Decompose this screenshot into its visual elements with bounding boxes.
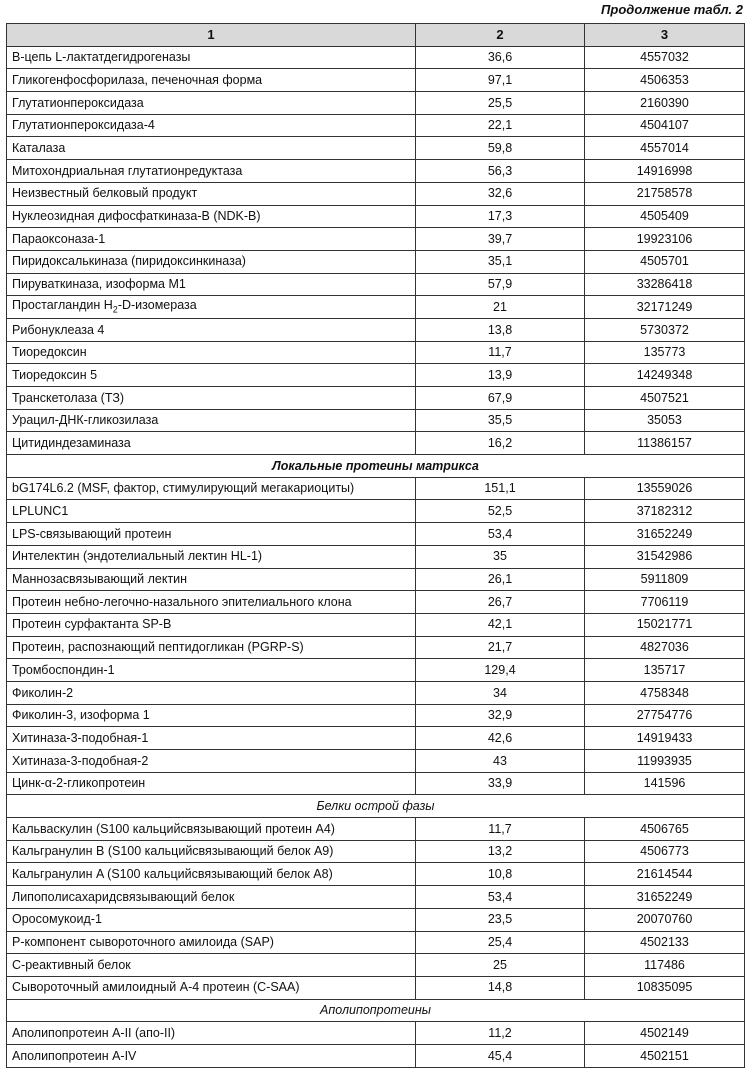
mass-cell: 25,5 xyxy=(416,92,585,115)
protein-name-cell: LPLUNC1 xyxy=(7,500,416,523)
table-row xyxy=(7,1044,745,1067)
id-cell: 4506765 xyxy=(585,818,745,841)
section-row xyxy=(7,455,745,478)
id-cell: 31652249 xyxy=(585,523,745,546)
protein-name-cell: bG174L6.2 (MSF, фактор, стимулирующий мегакариоциты) xyxy=(7,477,416,500)
table-row xyxy=(7,182,745,205)
mass-cell: 57,9 xyxy=(416,273,585,296)
table-row xyxy=(7,477,745,500)
table-row xyxy=(7,613,745,636)
mass-cell: 21,7 xyxy=(416,636,585,659)
table-row xyxy=(7,296,745,319)
id-cell: 4505701 xyxy=(585,250,745,273)
id-cell: 4505409 xyxy=(585,205,745,228)
protein-name-cell: Нуклеозидная дифосфаткиназа-B (NDK-B) xyxy=(7,205,416,228)
table-row xyxy=(7,500,745,523)
protein-name-cell: Оросомукоид-1 xyxy=(7,908,416,931)
table-row xyxy=(7,931,745,954)
mass-cell: 14,8 xyxy=(416,976,585,999)
id-cell: 21614544 xyxy=(585,863,745,886)
protein-name-cell: Сывороточный амилоидный A-4 протеин (C-SAA) xyxy=(7,976,416,999)
id-cell: 4502133 xyxy=(585,931,745,954)
mass-cell: 97,1 xyxy=(416,69,585,92)
column-header-3: 3 xyxy=(585,24,745,47)
id-cell: 5730372 xyxy=(585,318,745,341)
id-cell: 14249348 xyxy=(585,364,745,387)
mass-cell: 11,2 xyxy=(416,1022,585,1045)
id-cell: 4506353 xyxy=(585,69,745,92)
id-cell: 11386157 xyxy=(585,432,745,455)
table-row xyxy=(7,568,745,591)
protein-name-cell: Фиколин-2 xyxy=(7,681,416,704)
id-cell: 37182312 xyxy=(585,500,745,523)
id-cell: 135773 xyxy=(585,341,745,364)
table-row xyxy=(7,954,745,977)
table-row xyxy=(7,273,745,296)
mass-cell: 16,2 xyxy=(416,432,585,455)
mass-cell: 17,3 xyxy=(416,205,585,228)
mass-cell: 151,1 xyxy=(416,477,585,500)
protein-name-cell: Пируваткиназа, изоформа M1 xyxy=(7,273,416,296)
table-row xyxy=(7,704,745,727)
protein-name-cell: Кальгранулин A (S100 кальцийсвязывающий белок A8) xyxy=(7,863,416,886)
table-row xyxy=(7,750,745,773)
section-title: Локальные протеины матрикса xyxy=(7,455,745,478)
table-row xyxy=(7,432,745,455)
protein-name-cell: Пиридоксалькиназа (пиридоксинкиназа) xyxy=(7,250,416,273)
protein-name-cell: Каталаза xyxy=(7,137,416,160)
protein-name-cell: Протеин, распознающий пептидогликан (PGRP-S) xyxy=(7,636,416,659)
id-cell: 21758578 xyxy=(585,182,745,205)
id-cell: 4504107 xyxy=(585,114,745,137)
protein-name-cell: P-компонент сывороточного амилоида (SAP) xyxy=(7,931,416,954)
mass-cell: 32,6 xyxy=(416,182,585,205)
id-cell: 31542986 xyxy=(585,545,745,568)
mass-cell: 35,1 xyxy=(416,250,585,273)
mass-cell: 25 xyxy=(416,954,585,977)
mass-cell: 13,2 xyxy=(416,840,585,863)
mass-cell: 22,1 xyxy=(416,114,585,137)
id-cell: 14919433 xyxy=(585,727,745,750)
mass-cell: 10,8 xyxy=(416,863,585,886)
table-row xyxy=(7,409,745,432)
mass-cell: 26,7 xyxy=(416,591,585,614)
protein-name-cell: Хитиназа-3-подобная-1 xyxy=(7,727,416,750)
table-row xyxy=(7,387,745,410)
protein-name-cell: Кальваскулин (S100 кальцийсвязывающий протеин A4) xyxy=(7,818,416,841)
protein-name-cell: Интелектин (эндотелиальный лектин HL-1) xyxy=(7,545,416,568)
mass-cell: 25,4 xyxy=(416,931,585,954)
mass-cell: 32,9 xyxy=(416,704,585,727)
section-row xyxy=(7,795,745,818)
mass-cell: 23,5 xyxy=(416,908,585,931)
protein-name-cell: Фиколин-3, изоформа 1 xyxy=(7,704,416,727)
table-row xyxy=(7,863,745,886)
protein-name-cell: Хитиназа-3-подобная-2 xyxy=(7,750,416,773)
mass-cell: 67,9 xyxy=(416,387,585,410)
mass-cell: 45,4 xyxy=(416,1044,585,1067)
section-row xyxy=(7,999,745,1022)
id-cell: 13559026 xyxy=(585,477,745,500)
header-row xyxy=(7,24,745,47)
id-cell: 5911809 xyxy=(585,568,745,591)
mass-cell: 26,1 xyxy=(416,568,585,591)
mass-cell: 56,3 xyxy=(416,160,585,183)
mass-cell: 53,4 xyxy=(416,523,585,546)
protein-name-cell: Протеин небно-легочно-назального эпителиального клона xyxy=(7,591,416,614)
table-row xyxy=(7,137,745,160)
protein-name-cell: Глутатионпероксидаза xyxy=(7,92,416,115)
table-row xyxy=(7,160,745,183)
mass-cell: 13,8 xyxy=(416,318,585,341)
table-row xyxy=(7,591,745,614)
id-cell: 4827036 xyxy=(585,636,745,659)
column-header-1: 1 xyxy=(7,24,416,47)
table-row xyxy=(7,886,745,909)
id-cell: 117486 xyxy=(585,954,745,977)
id-cell: 141596 xyxy=(585,772,745,795)
mass-cell: 33,9 xyxy=(416,772,585,795)
table-row xyxy=(7,1022,745,1045)
section-title: Белки острой фазы xyxy=(7,795,745,818)
table-row xyxy=(7,318,745,341)
table-row xyxy=(7,250,745,273)
protein-name-cell: Цинк-α-2-гликопротеин xyxy=(7,772,416,795)
protein-name-cell: Аполипопротеин A-IV xyxy=(7,1044,416,1067)
table-row xyxy=(7,636,745,659)
id-cell: 27754776 xyxy=(585,704,745,727)
protein-name-cell: Цитидиндезаминаза xyxy=(7,432,416,455)
table-caption: Продолжение табл. 2 xyxy=(601,2,743,17)
mass-cell: 42,6 xyxy=(416,727,585,750)
mass-cell: 21 xyxy=(416,296,585,319)
mass-cell: 35,5 xyxy=(416,409,585,432)
table-row xyxy=(7,341,745,364)
mass-cell: 11,7 xyxy=(416,341,585,364)
id-cell: 4507521 xyxy=(585,387,745,410)
table-row xyxy=(7,205,745,228)
id-cell: 31652249 xyxy=(585,886,745,909)
id-cell: 14916998 xyxy=(585,160,745,183)
protein-name-cell: Аполипопротеин A-II (апо-II) xyxy=(7,1022,416,1045)
id-cell: 32171249 xyxy=(585,296,745,319)
protein-name-cell: LPS-связывающий протеин xyxy=(7,523,416,546)
protein-name-cell: B-цепь L-лактатдегидрогеназы xyxy=(7,46,416,69)
id-cell: 10835095 xyxy=(585,976,745,999)
id-cell: 4557032 xyxy=(585,46,745,69)
table-row xyxy=(7,681,745,704)
table-row xyxy=(7,840,745,863)
protein-name-cell: Тиоредоксин 5 xyxy=(7,364,416,387)
id-cell: 35053 xyxy=(585,409,745,432)
table-row xyxy=(7,114,745,137)
table-row xyxy=(7,545,745,568)
table-row xyxy=(7,818,745,841)
table-row xyxy=(7,523,745,546)
protein-name-cell: Тиоредоксин xyxy=(7,341,416,364)
protein-name-cell: Тромбоспондин-1 xyxy=(7,659,416,682)
id-cell: 15021771 xyxy=(585,613,745,636)
protein-table xyxy=(6,23,745,1068)
mass-cell: 59,8 xyxy=(416,137,585,160)
protein-name-cell: Глутатионпероксидаза-4 xyxy=(7,114,416,137)
id-cell: 4758348 xyxy=(585,681,745,704)
table-row xyxy=(7,228,745,251)
protein-name-cell: Рибонуклеаза 4 xyxy=(7,318,416,341)
protein-name-cell: Параоксоназа-1 xyxy=(7,228,416,251)
mass-cell: 43 xyxy=(416,750,585,773)
id-cell: 4502151 xyxy=(585,1044,745,1067)
mass-cell: 52,5 xyxy=(416,500,585,523)
mass-cell: 35 xyxy=(416,545,585,568)
id-cell: 33286418 xyxy=(585,273,745,296)
id-cell: 4506773 xyxy=(585,840,745,863)
id-cell: 7706119 xyxy=(585,591,745,614)
table-row xyxy=(7,92,745,115)
table-row xyxy=(7,46,745,69)
protein-name-cell: Транскетолаза (ТЗ) xyxy=(7,387,416,410)
protein-name-cell: Гликогенфосфорилаза, печеночная форма xyxy=(7,69,416,92)
table-body xyxy=(7,46,745,1067)
protein-name-cell: Протеин сурфактанта SP-B xyxy=(7,613,416,636)
table-row xyxy=(7,976,745,999)
section-title: Аполипопротеины xyxy=(7,999,745,1022)
column-header-2: 2 xyxy=(416,24,585,47)
id-cell: 2160390 xyxy=(585,92,745,115)
mass-cell: 11,7 xyxy=(416,818,585,841)
table-row xyxy=(7,659,745,682)
mass-cell: 36,6 xyxy=(416,46,585,69)
protein-name-cell: Неизвестный белковый продукт xyxy=(7,182,416,205)
id-cell: 11993935 xyxy=(585,750,745,773)
protein-name-cell: Липополисахаридсвязывающий белок xyxy=(7,886,416,909)
id-cell: 135717 xyxy=(585,659,745,682)
id-cell: 19923106 xyxy=(585,228,745,251)
mass-cell: 13,9 xyxy=(416,364,585,387)
protein-name-cell: Кальгранулин B (S100 кальцийсвязывающий белок A9) xyxy=(7,840,416,863)
mass-cell: 42,1 xyxy=(416,613,585,636)
table-row xyxy=(7,69,745,92)
table-row xyxy=(7,364,745,387)
mass-cell: 34 xyxy=(416,681,585,704)
id-cell: 4502149 xyxy=(585,1022,745,1045)
protein-name-cell: Простагландин $H_2-D$-изомераза xyxy=(7,296,416,319)
table-row xyxy=(7,727,745,750)
id-cell: 20070760 xyxy=(585,908,745,931)
mass-cell: 53,4 xyxy=(416,886,585,909)
mass-cell: 39,7 xyxy=(416,228,585,251)
table-row xyxy=(7,772,745,795)
table-row xyxy=(7,908,745,931)
protein-name-cell: C-реактивный белок xyxy=(7,954,416,977)
protein-name-cell: Урацил-ДНК-гликозилаза xyxy=(7,409,416,432)
mass-cell: 129,4 xyxy=(416,659,585,682)
protein-name-cell: Митохондриальная глутатионредуктаза xyxy=(7,160,416,183)
id-cell: 4557014 xyxy=(585,137,745,160)
protein-name-cell: Маннозасвязывающий лектин xyxy=(7,568,416,591)
